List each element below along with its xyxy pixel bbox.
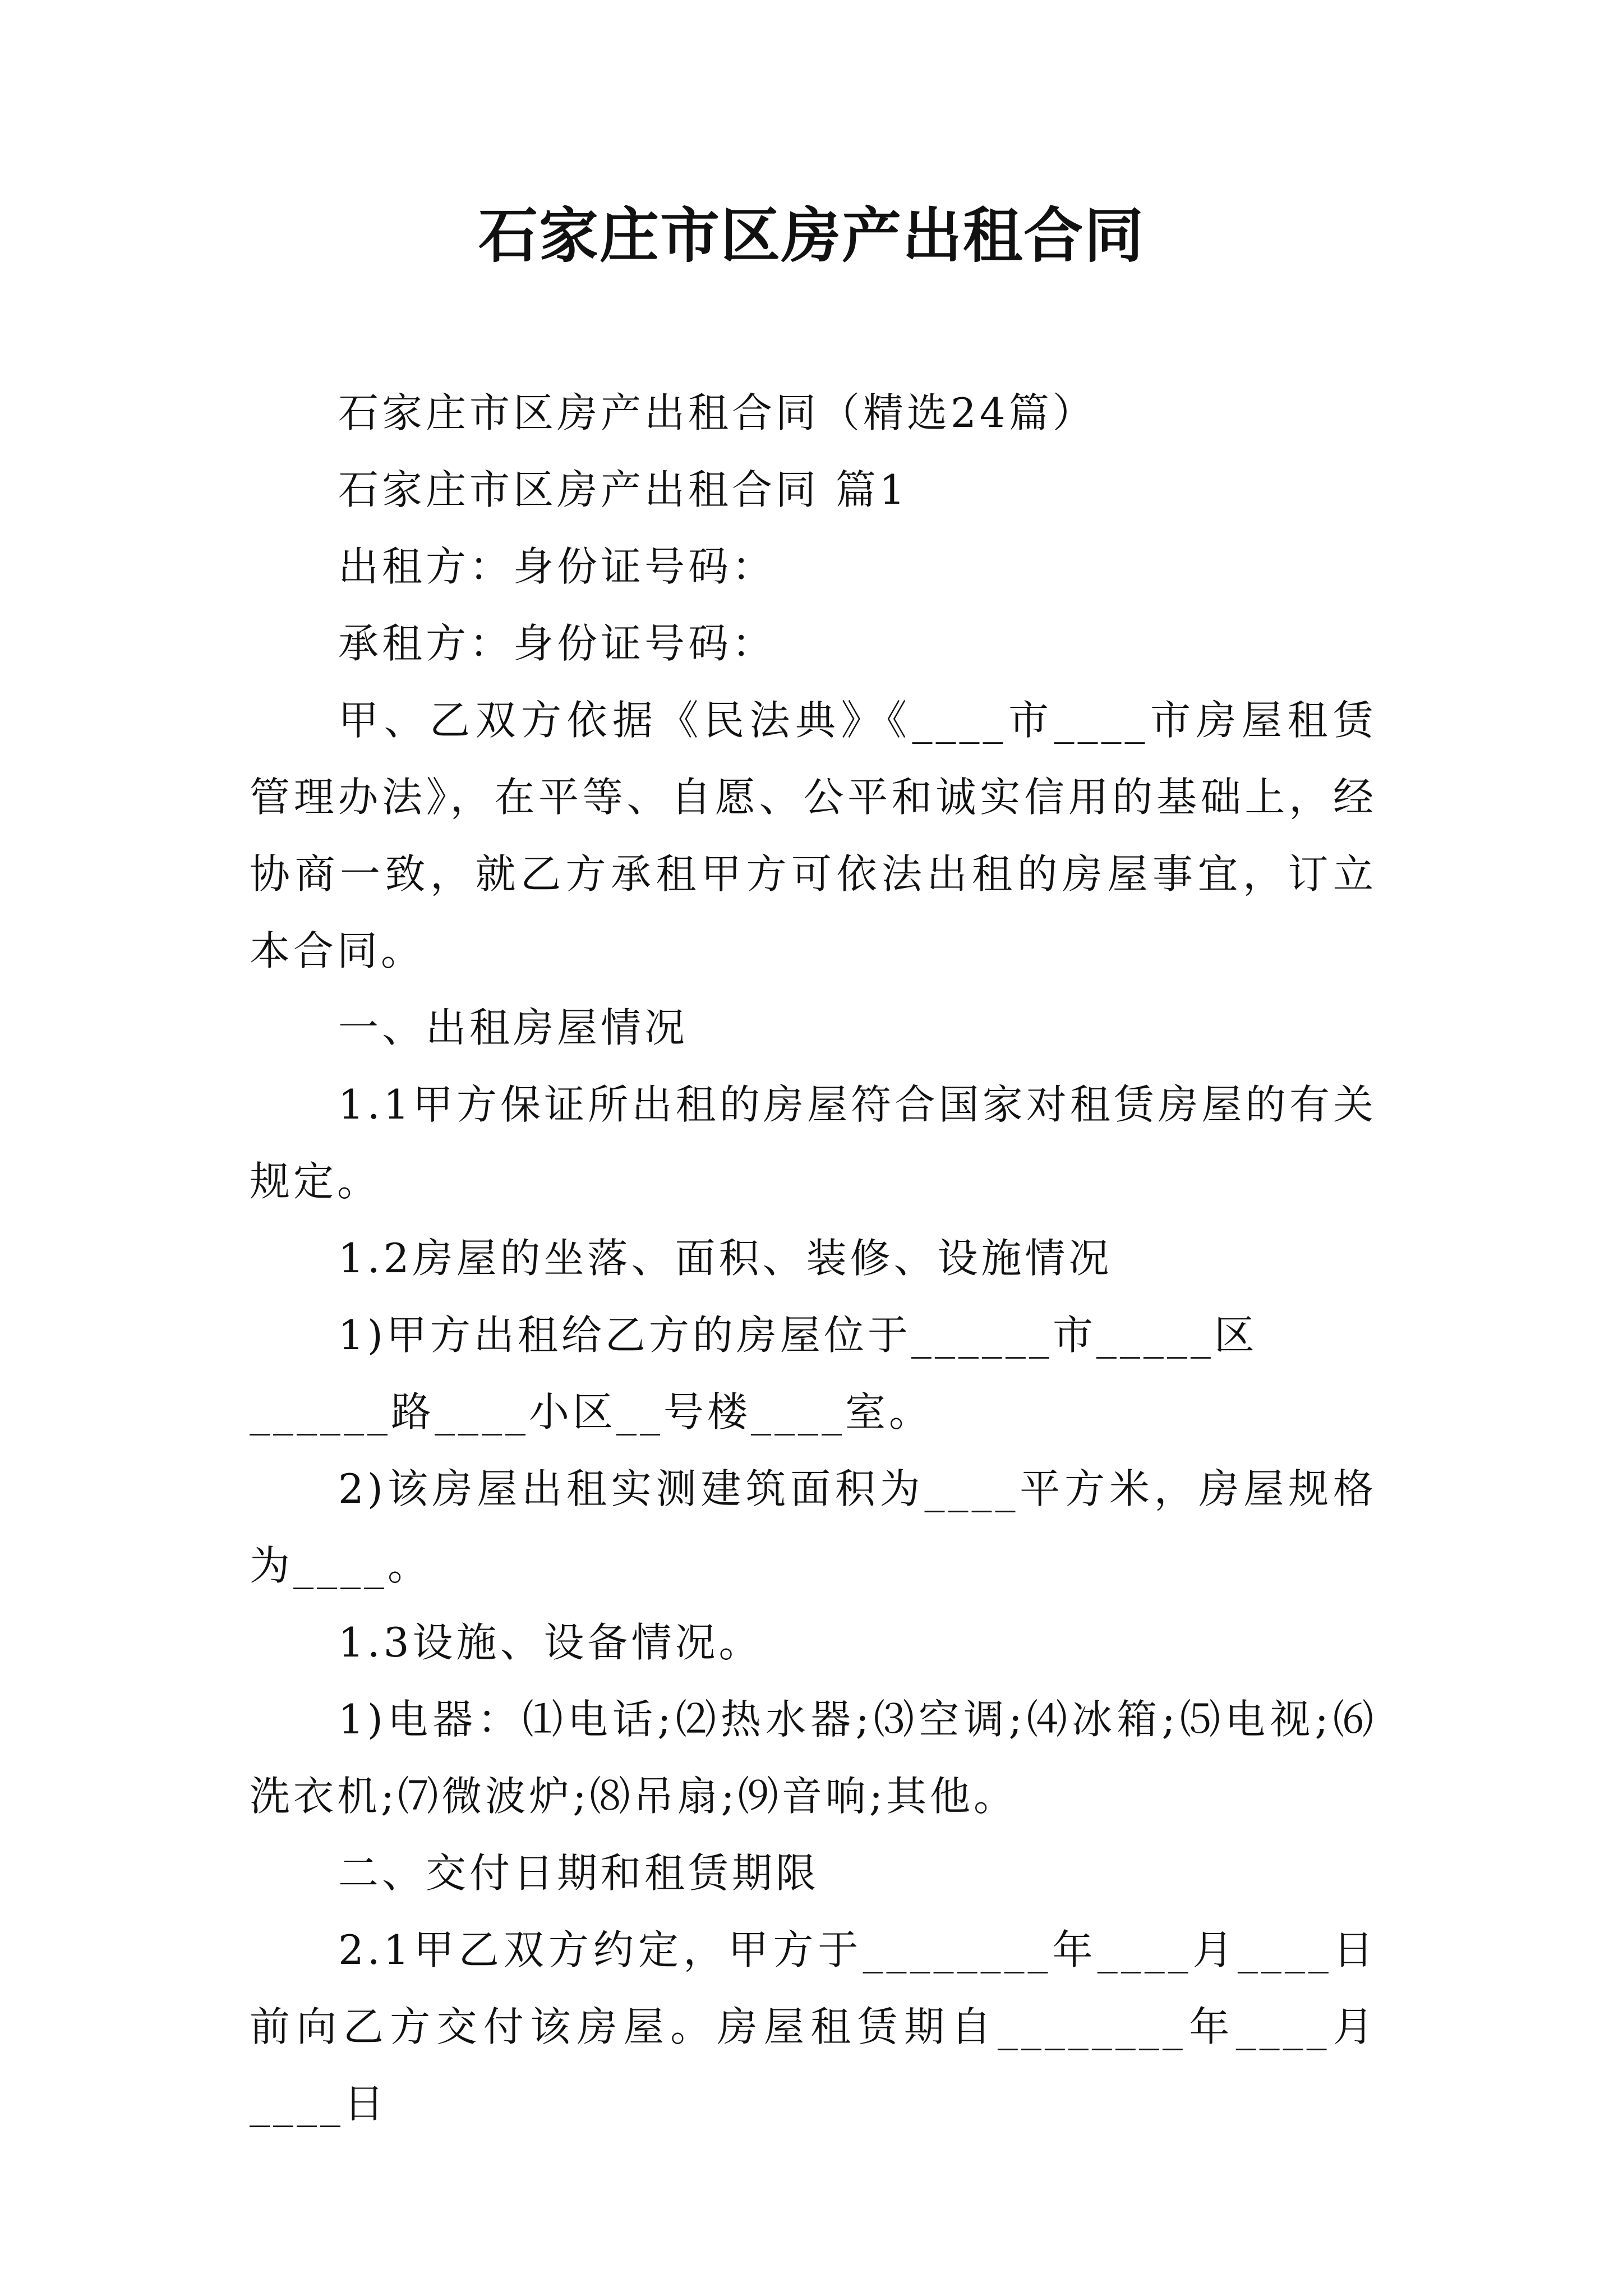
- preamble-paragraph: 甲、乙双方依据《民法典》《____市____市房屋租赁管理办法》，在平等、自愿、公平和诚实信用的基础上，经协商一致，就乙方承租甲方可依法出租的房屋事宜，订立本合同。: [250, 697, 1377, 974]
- clause-paragraph: 2.1甲乙双方约定，甲方于________年____月____日前向乙方交付该房屋。房屋租赁期自________年____月____日: [250, 1926, 1377, 2127]
- clause-paragraph: 1)甲方出租给乙方的房屋位于______市_____区______路____小区__号楼____室。: [250, 1312, 1258, 1435]
- section-heading: 石家庄市区房产出租合同 篇1: [338, 466, 909, 513]
- lessee-line: 承租方：身份证号码：: [338, 620, 776, 667]
- clause-paragraph: 1.2房屋的坐落、面积、装修、设施情况: [338, 1235, 1113, 1282]
- document-body: [250, 375, 1377, 2142]
- lessor-line: 出租方：身份证号码：: [338, 543, 776, 590]
- clause-paragraph: 1.1甲方保证所出租的房屋符合国家对租赁房屋的有关规定。: [250, 1081, 1377, 1205]
- subtitle-paragraph: 石家庄市区房产出租合同（精选24篇）: [338, 389, 1096, 436]
- clause-heading: 二、交付日期和租赁期限: [338, 1849, 820, 1897]
- document-title: 石家庄市区房产出租合同: [478, 200, 1145, 270]
- clause-paragraph: 2)该房屋出租实测建筑面积为____平方米，房屋规格为____。: [250, 1465, 1377, 1589]
- clause-paragraph: 1)电器：⑴电话;⑵热水器;⑶空调;⑷冰箱;⑸电视;⑹洗衣机;⑺微波炉;⑻吊扇;⑼音响;其他。: [250, 1696, 1377, 1820]
- clause-heading: 一、出租房屋情况: [338, 1004, 689, 1051]
- clause-paragraph: 1.3设施、设备情况。: [338, 1619, 763, 1666]
